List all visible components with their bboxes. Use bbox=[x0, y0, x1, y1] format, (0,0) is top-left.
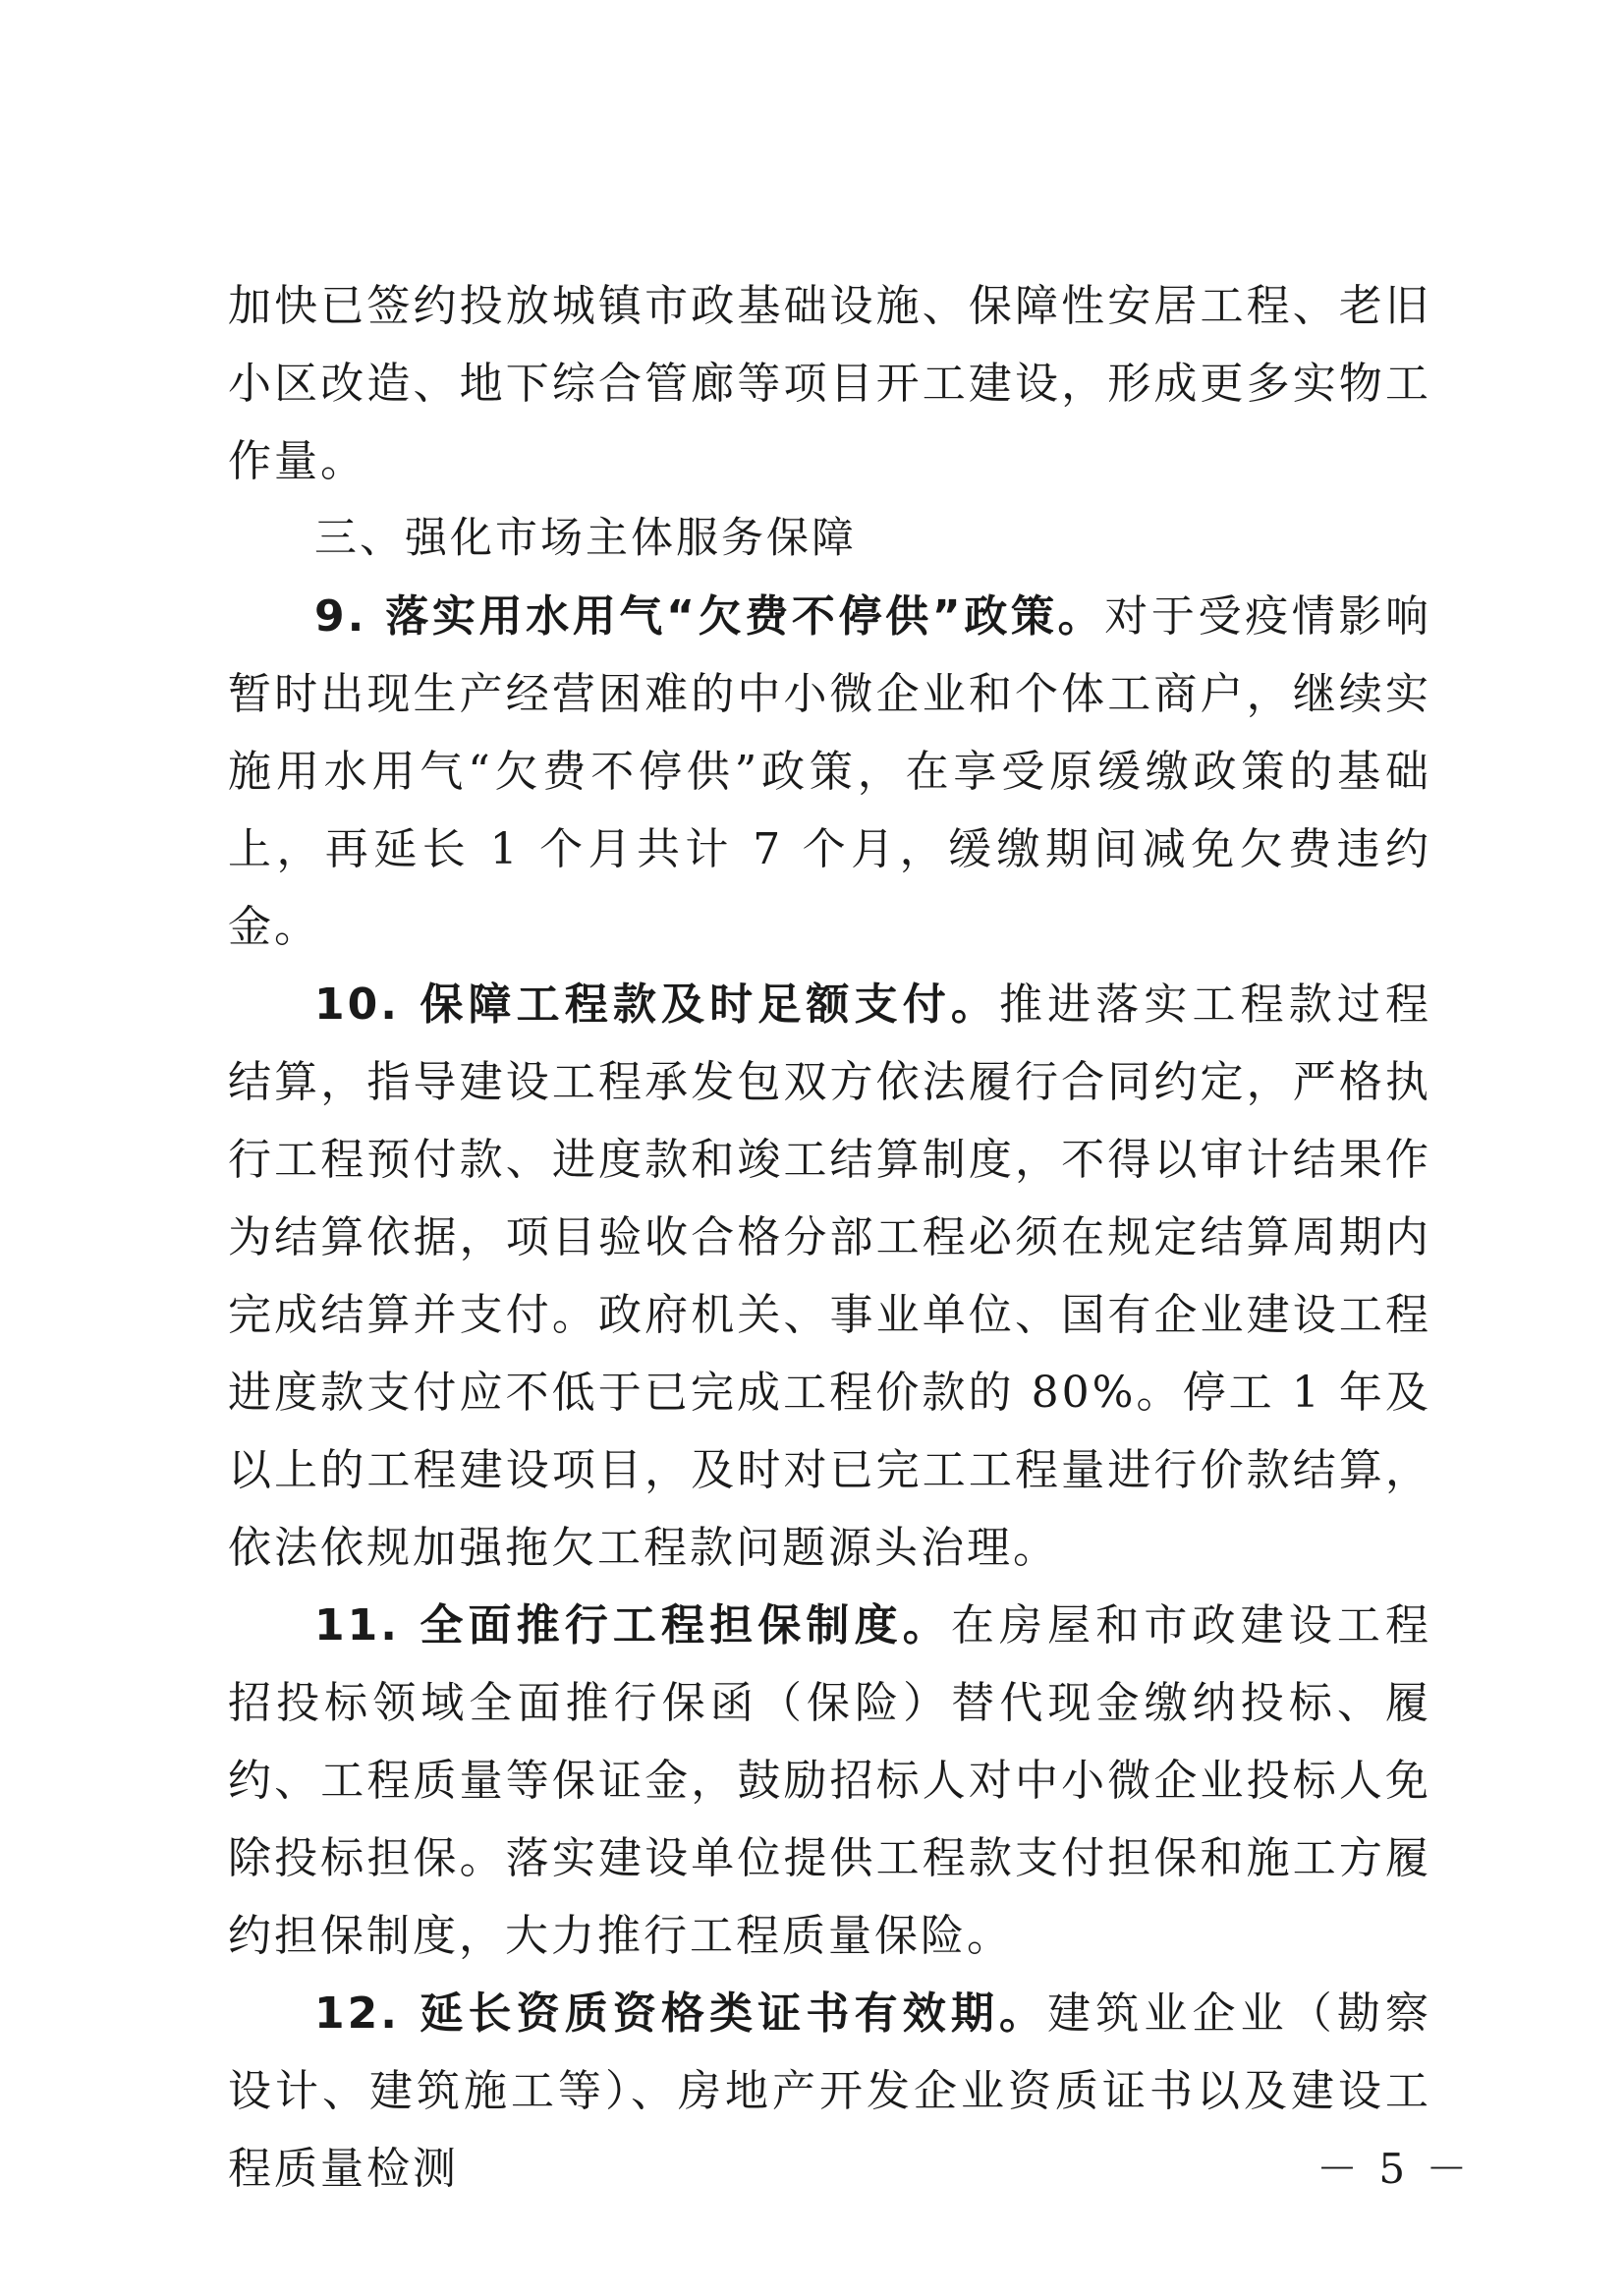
item-paragraph-9 bbox=[228, 578, 1431, 966]
document-body bbox=[228, 267, 1431, 2208]
item-12-body: 建筑业企业（勘察设计、建筑施工等）、房地产开发企业资质证书以及建设工程质量检测 bbox=[228, 1988, 1432, 2194]
page-number: － 5 － bbox=[1316, 2145, 1472, 2193]
section-heading: 三、强化市场主体服务保障 bbox=[314, 514, 857, 563]
item-11-body: 在房屋和市政建设工程招投标领域全面推行保函（保险）替代现金缴纳投标、履约、工程质量等保证金，鼓励招标人对中小微企业投标人免除投标担保。落实建设单位提供工程款支付担保和施工方履约担保制度，大力推行工程质量保险。 bbox=[228, 1600, 1431, 1961]
item-11-title: 11. 全面推行工程担保制度。 bbox=[314, 1600, 951, 1651]
item-paragraph-10 bbox=[228, 966, 1431, 1587]
item-9-title: 9. 落实用水用气“欠费不停供”政策。 bbox=[314, 591, 1105, 642]
item-9-body: 对于受疫情影响暂时出现生产经营困难的中小微企业和个体工商户，继续实施用水用气“欠费不停供”政策，在享受原缓缴政策的基础上，再延长 1 个月共计 7 个月，缓缴期间减免欠费违约金。 bbox=[228, 591, 1432, 952]
item-paragraph-12 bbox=[228, 1975, 1431, 2208]
item-12-title: 12. 延长资质资格类证书有效期。 bbox=[314, 1988, 1048, 2039]
item-10-body: 推进落实工程款过程结算，指导建设工程承发包双方依法履行合同约定，严格执行工程预付款、进度款和竣工结算制度，不得以审计结果作为结算依据，项目验收合格分部工程必须在规定结算周期内完成结算并支付。政府机关、事业单位、国有企业建设工程进度款支付应不低于已完成工程价款的 80%。停工 1 年及以上的工程建设项目，及时对已完工工程量进行价款结算，依法依规加强拖欠工程款问题源头治理。 bbox=[228, 980, 1432, 1573]
continuation-paragraph: 加快已签约投放城镇市政基础设施、保障性安居工程、老旧小区改造、地下综合管廊等项目开工建设，形成更多实物工作量。 bbox=[228, 281, 1431, 486]
item-10-title: 10. 保障工程款及时足额支付。 bbox=[314, 980, 999, 1030]
item-paragraph-11 bbox=[228, 1587, 1431, 1975]
